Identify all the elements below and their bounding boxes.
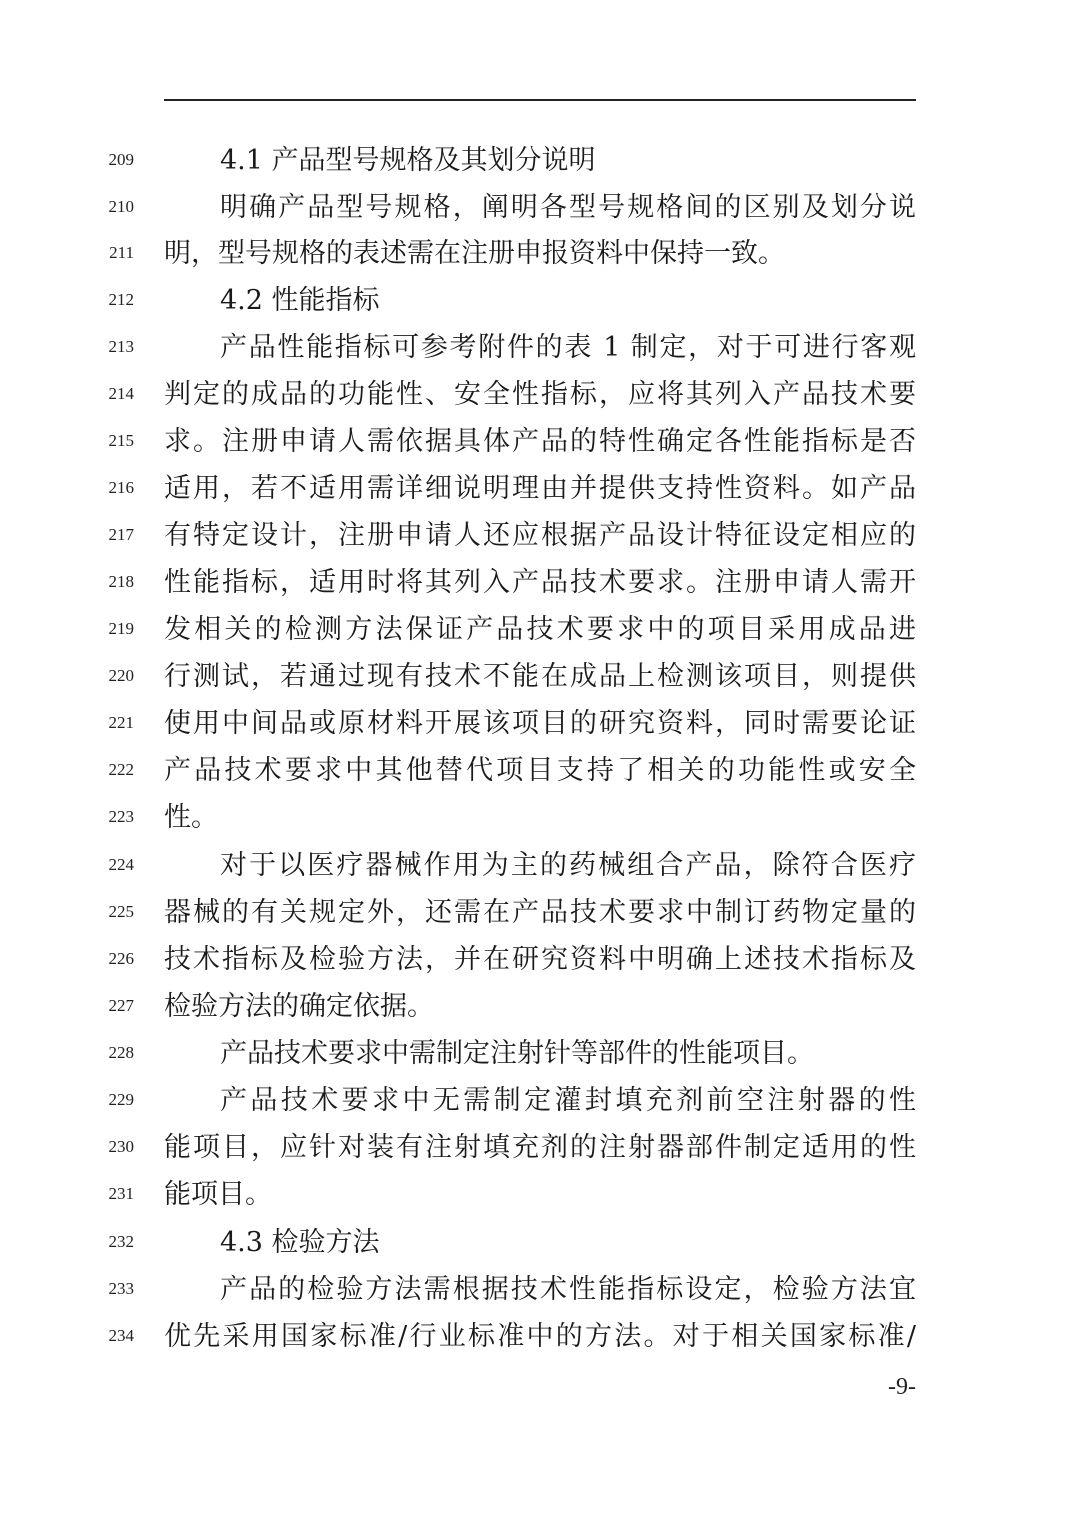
line-text: 技术指标及检验方法，并在研究资料中明确上述技术指标及 — [164, 944, 916, 975]
text-line — [0, 701, 1080, 747]
line-number: 216 — [108, 478, 134, 497]
line-text: 产品技术要求中无需制定灌封填充剂前空注射器的性 — [220, 1085, 916, 1116]
line-number: 234 — [108, 1326, 134, 1345]
line-number: 221 — [108, 713, 134, 732]
line-number: 212 — [108, 290, 134, 309]
line-number: 225 — [108, 902, 134, 921]
line-number: 233 — [108, 1279, 134, 1298]
line-text: 判定的成品的功能性、安全性指标，应将其列入产品技术要 — [164, 379, 916, 410]
line-text: 适用，若不适用需详细说明理由并提供支持性资料。如产品 — [164, 473, 916, 504]
line-number: 210 — [108, 197, 134, 216]
text-line — [0, 513, 1080, 559]
text-line — [0, 937, 1080, 983]
line-text: 性能指标，适用时将其列入产品技术要求。注册申请人需开 — [164, 567, 916, 598]
text-line — [0, 325, 1080, 371]
page-number: -9- — [888, 1374, 916, 1400]
line-number: 209 — [108, 150, 134, 169]
text-line — [0, 607, 1080, 653]
line-number: 219 — [108, 619, 134, 638]
line-number: 231 — [108, 1184, 134, 1203]
line-number: 222 — [108, 760, 134, 779]
line-text: 求。注册申请人需依据具体产品的特性确定各性能指标是否 — [164, 426, 916, 457]
line-number: 220 — [108, 666, 134, 685]
line-text: 产品技术要求中其他替代项目支持了相关的功能性或安全 — [164, 755, 916, 786]
line-number: 230 — [108, 1137, 134, 1156]
line-number: 211 — [109, 243, 134, 262]
text-line — [0, 278, 1080, 324]
text-line — [0, 795, 1080, 841]
text-line — [0, 1078, 1080, 1124]
line-number: 226 — [108, 949, 134, 968]
text-line — [0, 1314, 1080, 1360]
line-number: 224 — [108, 855, 134, 874]
header-rule — [164, 99, 916, 101]
line-text: 能项目。 — [164, 1179, 272, 1210]
text-line — [0, 419, 1080, 465]
text-line — [0, 372, 1080, 418]
line-number: 232 — [108, 1232, 134, 1251]
line-text: 4.3 检验方法 — [220, 1227, 380, 1258]
line-text: 产品的检验方法需根据技术性能指标设定，检验方法宜 — [220, 1274, 916, 1305]
line-text: 检验方法的确定依据。 — [164, 991, 434, 1022]
line-text: 明，型号规格的表述需在注册申报资料中保持一致。 — [164, 238, 785, 269]
line-text: 使用中间品或原材料开展该项目的研究资料，同时需要论证 — [164, 708, 916, 739]
text-line — [0, 560, 1080, 606]
line-text: 行测试，若通过现有技术不能在成品上检测该项目，则提供 — [164, 661, 916, 692]
line-number: 215 — [108, 431, 134, 450]
line-number: 227 — [108, 996, 134, 1015]
text-line — [0, 185, 1080, 231]
text-line — [0, 1267, 1080, 1313]
text-line — [0, 466, 1080, 512]
text-line — [0, 984, 1080, 1030]
line-number: 229 — [108, 1090, 134, 1109]
text-line — [0, 843, 1080, 889]
line-text: 器械的有关规定外，还需在产品技术要求中制订药物定量的 — [164, 897, 916, 928]
text-line — [0, 138, 1080, 184]
line-text: 有特定设计，注册申请人还应根据产品设计特征设定相应的 — [164, 520, 916, 551]
line-text: 优先采用国家标准/行业标准中的方法。对于相关国家标准/ — [164, 1321, 916, 1352]
line-number: 213 — [108, 337, 134, 356]
text-line — [0, 1220, 1080, 1266]
line-text: 产品性能指标可参考附件的表 1 制定，对于可进行客观 — [220, 332, 916, 363]
text-line — [0, 1125, 1080, 1171]
line-text: 能项目，应针对装有注射填充剂的注射器部件制定适用的性 — [164, 1132, 916, 1163]
line-text: 4.1 产品型号规格及其划分说明 — [220, 145, 596, 176]
line-number: 217 — [108, 525, 134, 544]
line-text: 对于以医疗器械作用为主的药械组合产品，除符合医疗 — [220, 850, 916, 881]
line-number: 218 — [108, 572, 134, 591]
line-text: 发相关的检测方法保证产品技术要求中的项目采用成品进 — [164, 614, 916, 645]
text-line — [0, 231, 1080, 277]
line-text: 4.2 性能指标 — [220, 285, 380, 316]
text-line — [0, 654, 1080, 700]
line-number: 223 — [108, 807, 134, 826]
text-line — [0, 1172, 1080, 1218]
line-text: 性。 — [164, 802, 218, 833]
line-number: 214 — [108, 384, 134, 403]
text-line — [0, 890, 1080, 936]
line-number: 228 — [108, 1043, 134, 1062]
line-text: 产品技术要求中需制定注射针等部件的性能项目。 — [220, 1038, 814, 1069]
text-line — [0, 748, 1080, 794]
line-text: 明确产品型号规格，阐明各型号规格间的区别及划分说 — [220, 192, 916, 223]
text-line — [0, 1031, 1080, 1077]
